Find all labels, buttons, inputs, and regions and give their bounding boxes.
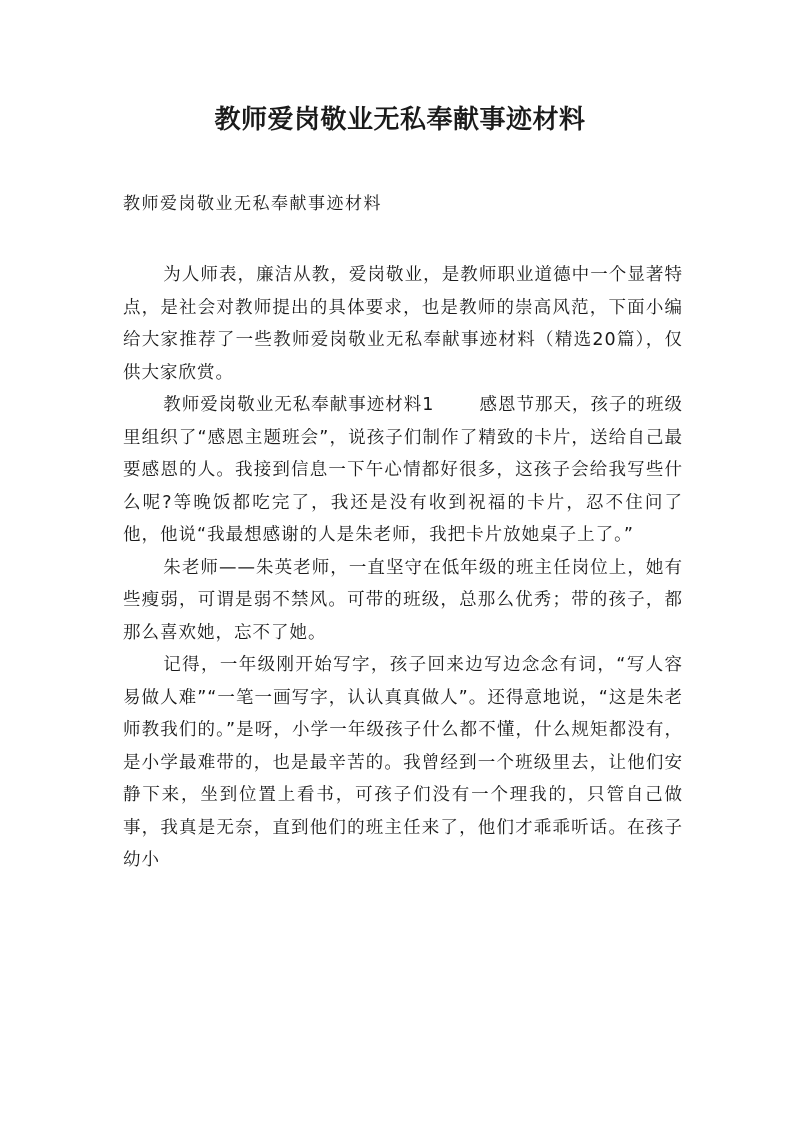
paragraph-teacher-zhu: 朱老师——朱英老师，一直坚守在低年级的班主任岗位上，她有些瘦弱，可谓是弱不禁风。可带的班级，总那么优秀；带的孩子，都那么喜欢她，忘不了她。: [123, 557, 683, 643]
document-body: [123, 259, 683, 877]
paragraph-section-1: [123, 389, 683, 552]
section-1-text: 感恩节那天，孩子的班级里组织了“感恩主题班会”，说孩子们制作了精致的卡片，送给自己最要感恩的人。我接到信息一下午心情都好很多，这孩子会给我写些什么呢?等晚饭都吃完了，我还是没有收到祝福的卡片，忍不住问了他，他说“我最想感谢的人是朱老师，我把卡片放她桌子上了。”: [123, 395, 684, 545]
paragraph-intro: 为人师表，廉洁从教，爱岗敬业，是教师职业道德中一个显著特点，是社会对教师提出的具体要求，也是教师的崇高风范，下面小编给大家推荐了一些教师爱岗敬业无私奉献事迹材料（精选20篇），仅供大家欣赏。: [123, 265, 683, 383]
paragraph-memory: 记得，一年级刚开始写字，孩子回来边写边念念有词，“写人容易做人难”“一笔一画写字，认认真真做人”。还得意地说，“这是朱老师教我们的。”是呀，小学一年级孩子什么都不懂，什么规矩都没有，是小学最难带的，也是最辛苦的。我曾经到一个班级里去，让他们安静下来，坐到位置上看书，可孩子们没有一个理我的，只管自己做事，我真是无奈，直到他们的班主任来了，他们才乖乖听话。在孩子幼小: [123, 655, 683, 870]
section-heading: 教师爱岗敬业无私奉献事迹材料1: [163, 395, 435, 415]
document-subtitle: 教师爱岗敬业无私奉献事迹材料: [123, 194, 382, 214]
document-title: 教师爱岗敬业无私奉献事迹材料: [214, 105, 586, 135]
